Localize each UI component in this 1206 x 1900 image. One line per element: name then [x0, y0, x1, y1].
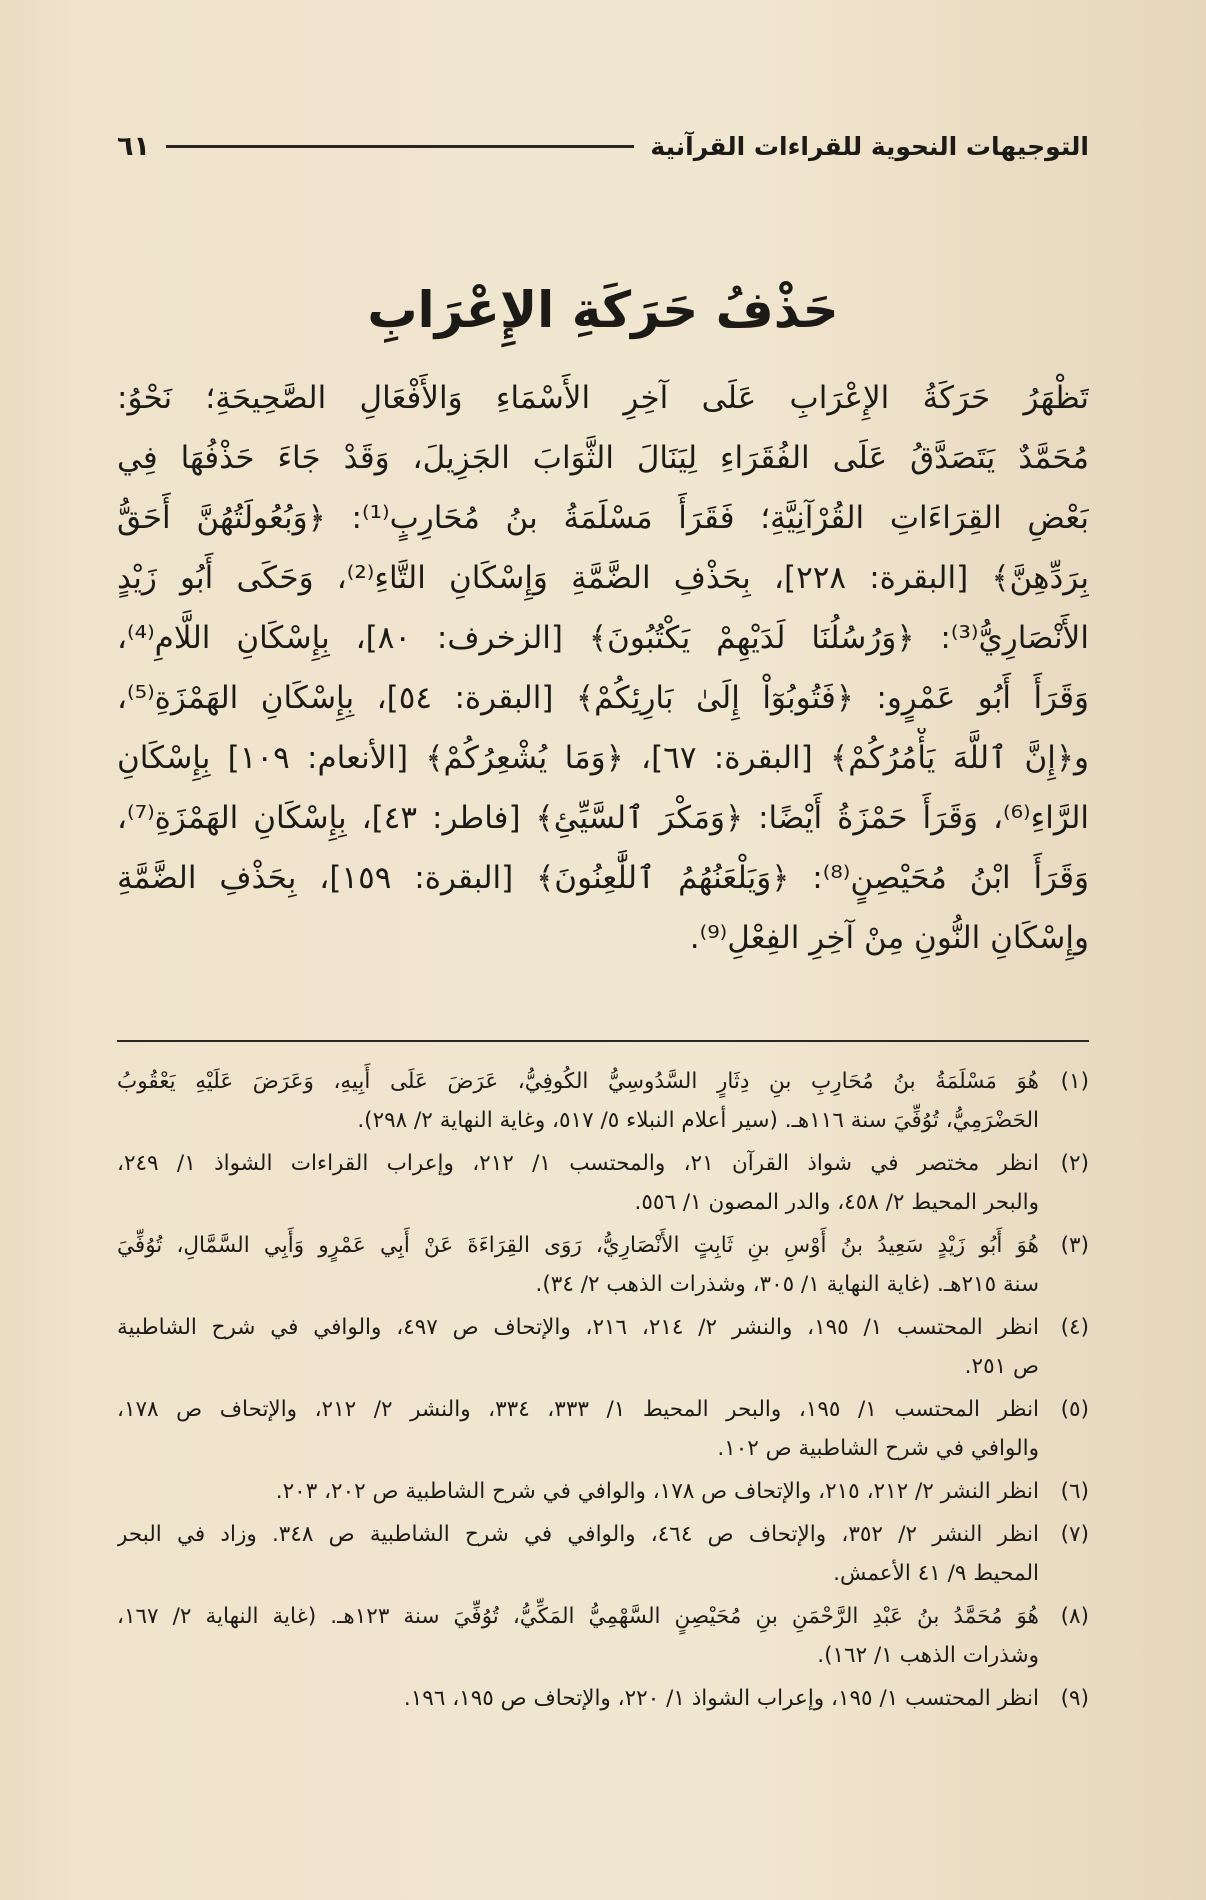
footnote — [117, 1679, 1089, 1718]
chapter-title: حَذْفُ حَرَكَةِ الإِعْرَابِ — [367, 281, 839, 339]
running-title: التوجيهات النحوية للقراءات القرآنية — [650, 131, 1089, 161]
body-line: بَعْضِ القِرَاءَاتِ القُرْآنِيَّةِ؛ فَقَرَأَ مَسْلَمَةُ بنُ مُحَارِبٍ⁽¹⁾: ﴿وَبُعُولَتُهُنَّ أَحَقُّ — [117, 500, 1089, 536]
footnote-line: المحيط ٩/ ٤١ الأعمش. — [833, 1561, 1039, 1586]
footnote-line: هُوَ مُحَمَّدُ بنُ عَبْدِ الرَّحْمَنِ بنِ مُحَيْصِنٍ السَّهْمِيُّ المَكِّيُّ، تُوُفِّيَ سنة ١٢٣هـ. (غاية النهاية ٢/ ١٦٧، — [117, 1604, 1039, 1629]
footnote-line: سنة ٢١٥هـ. (غاية النهاية ١/ ٣٠٥، وشذرات الذهب ٢/ ٣٤). — [535, 1272, 1039, 1297]
footnote-number: (٥) — [1060, 1397, 1089, 1422]
footnotes — [117, 1062, 1089, 1722]
footnote-number: (٢) — [1060, 1151, 1089, 1176]
body-line: وَقَرَأَ أَبُو عَمْرٍو: ﴿فَتُوبُوٓاْ إِلَىٰ بَارِئِكُمْ﴾ [البقرة: ٥٤]، بِإِسْكَانِ الهَمْزَةِ⁽⁵⁾، — [117, 680, 1089, 716]
footnote — [117, 1308, 1089, 1386]
footnote-line: انظر المحتسب ١/ ١٩٥، وإعراب الشواذ ١/ ٢٢٠، والإتحاف ص ١٩٥، ١٩٦. — [403, 1686, 1039, 1711]
footnote-line: والوافي في شرح الشاطبية ص ١٠٢. — [717, 1436, 1039, 1461]
footnote-line: الحَضْرَمِيُّ، تُوُفِّيَ سنة ١١٦هـ. (سير أعلام النبلاء ٥/ ٥١٧، وغاية النهاية ٢/ ٢٩٨). — [357, 1108, 1039, 1133]
header-rule — [166, 145, 634, 148]
footnote-number: (٩) — [1060, 1686, 1089, 1711]
footnote-line: انظر النشر ٢/ ٣٥٢، والإتحاف ص ٤٦٤، والوافي في شرح الشاطبية ص ٣٤٨. وزاد في البحر — [117, 1522, 1039, 1547]
footnote-line: ص ٢٥١. — [964, 1354, 1039, 1379]
footnote — [117, 1062, 1089, 1140]
body-paragraph — [117, 368, 1089, 968]
footnote-line: انظر المحتسب ١/ ١٩٥، والنشر ٢/ ٢١٤، ٢١٦، والإتحاف ص ٤٩٧، والوافي في شرح الشاطبية — [117, 1315, 1039, 1340]
footnote-number: (٦) — [1060, 1479, 1089, 1504]
footnote — [117, 1390, 1089, 1468]
page-number: ٦١ — [117, 130, 150, 162]
footnote-number: (٧) — [1060, 1522, 1089, 1547]
body-line: وإِسْكَانِ النُّونِ مِنْ آخِرِ الفِعْلِ⁽⁹⁾. — [689, 920, 1089, 956]
body-line: الأَنْصَارِيُّ⁽³⁾: ﴿وَرُسُلُنَا لَدَيْهِمْ يَكْتُبُونَ﴾ [الزخرف: ٨٠]، بِإِسْكَانِ اللَّامِ⁽⁴⁾، — [117, 620, 1089, 656]
body-line: و﴿إِنَّ ٱللَّهَ يَأْمُرُكُمْ﴾ [البقرة: ٦٧]، ﴿وَمَا يُشْعِرُكُمْ﴾ [الأنعام: ١٠٩] بِإِسْكَانِ — [117, 740, 1089, 776]
footnote-line: وشذرات الذهب ١/ ١٦٢). — [817, 1643, 1039, 1668]
footnote-number: (٣) — [1060, 1233, 1089, 1258]
footnote-line: انظر النشر ٢/ ٢١٢، ٢١٥، والإتحاف ص ١٧٨، والوافي في شرح الشاطبية ص ٢٠٢، ٢٠٣. — [275, 1479, 1039, 1504]
footnote-line: والبحر المحيط ٢/ ٤٥٨، والدر المصون ١/ ٥٥٦. — [634, 1190, 1039, 1215]
footnote-number: (٤) — [1060, 1315, 1089, 1340]
running-header — [117, 118, 1089, 174]
footnote-rule — [117, 1040, 1089, 1042]
footnote-line: هُوَ مَسْلَمَةُ بنُ مُحَارِبِ بنِ دِثَارٍ السَّدُوسِيُّ الكُوفِيُّ، عَرَضَ عَلَى أَبِيهِ، وَعَرَضَ عَلَيْهِ يَعْقُوبُ — [117, 1069, 1039, 1094]
body-line: بِرَدِّهِنَّ﴾ [البقرة: ٢٢٨]، بِحَذْفِ الضَّمَّةِ وَإِسْكَانِ التَّاءِ⁽²⁾، وَحَكَى أَبُو زَيْدٍ — [117, 560, 1089, 596]
footnote — [117, 1144, 1089, 1222]
footnote-number: (٨) — [1060, 1604, 1089, 1629]
footnote — [117, 1597, 1089, 1675]
footnote — [117, 1472, 1089, 1511]
body-line: مُحَمَّدٌ يَتَصَدَّقُ عَلَى الفُقَرَاءِ لِيَنَالَ الثَّوَابَ الجَزِيلَ، وَقَدْ جَاءَ حَذْفُهَا فِي — [117, 440, 1089, 476]
body-line: وَقَرَأَ ابْنُ مُحَيْصِنٍ⁽⁸⁾: ﴿وَيَلْعَنُهُمُ ٱللَّٰعِنُونَ﴾ [البقرة: ١٥٩]، بِحَذْفِ الضَّمَّةِ — [117, 860, 1089, 896]
footnote — [117, 1515, 1089, 1593]
footnote-line: انظر المحتسب ١/ ١٩٥، والبحر المحيط ١/ ٣٣٣، ٣٣٤، والنشر ٢/ ٢١٢، والإتحاف ص ١٧٨، — [117, 1397, 1039, 1422]
footnote-number: (١) — [1060, 1069, 1089, 1094]
body-line: تَظْهَرُ حَرَكَةُ الإِعْرَابِ عَلَى آخِرِ الأَسْمَاءِ وَالأَفْعَالِ الصَّحِيحَةِ؛ نَحْوُ: — [117, 380, 1089, 416]
footnote — [117, 1226, 1089, 1304]
footnote-line: هُوَ أَبُو زَيْدٍ سَعِيدُ بنُ أَوْسِ بنِ ثَابِتٍ الأَنْصَارِيُّ، رَوَى القِرَاءَةَ عَنْ أَبِي عَمْرٍو وَأَبِي السَّمَّالِ، تُوُفِّيَ — [117, 1233, 1039, 1258]
footnote-line: انظر مختصر في شواذ القرآن ٢١، والمحتسب ١/ ٢١٢، وإعراب القراءات الشواذ ١/ ٢٤٩، — [117, 1151, 1039, 1176]
body-line: الرَّاءِ⁽⁶⁾، وَقَرَأَ حَمْزَةُ أَيْضًا: ﴿وَمَكْرَ ٱلسَّيِّئِ﴾ [فاطر: ٤٣]، بِإِسْكَانِ الهَمْزَةِ⁽⁷⁾، — [117, 800, 1089, 836]
